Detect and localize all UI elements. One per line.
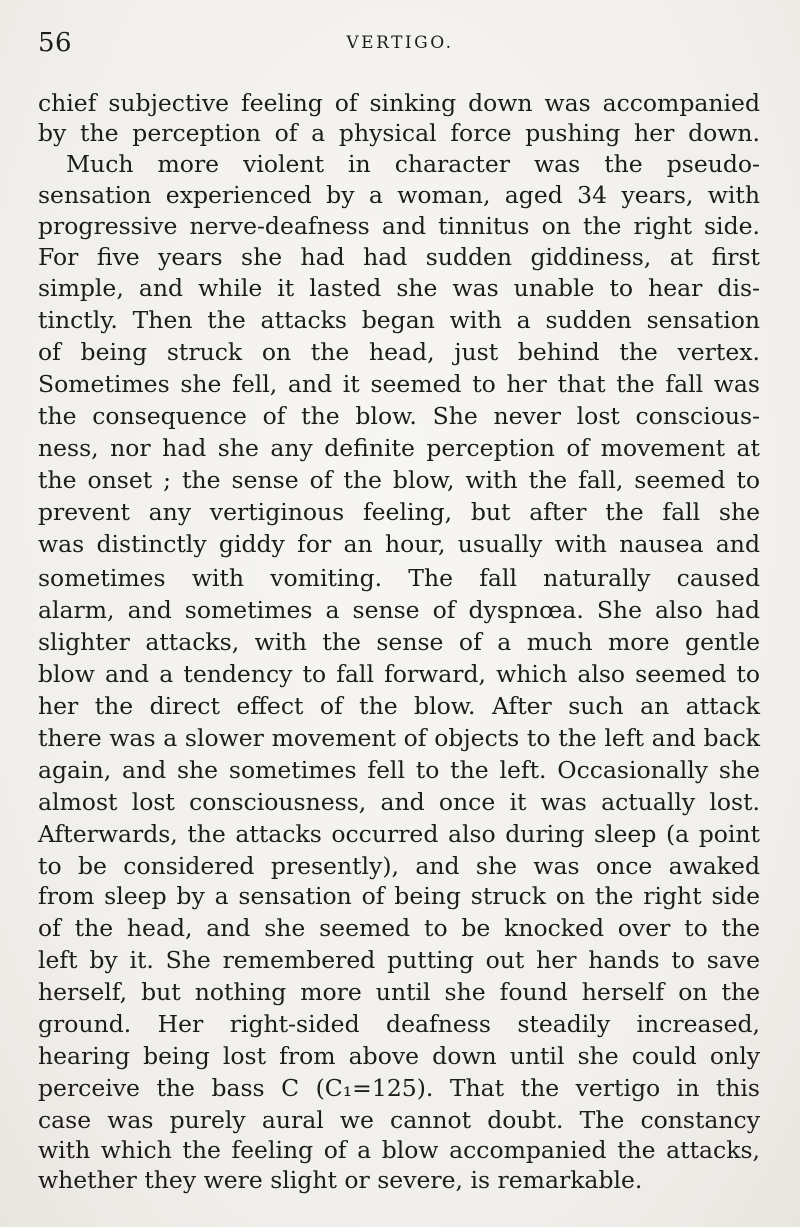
text-line: was distinctly giddy for an hour, usually with nausea and (38, 530, 760, 558)
text-line: sometimes with vomiting. The fall naturally caused (38, 564, 760, 592)
page-number: 56 (38, 28, 73, 58)
running-title: VERTIGO. (346, 33, 454, 53)
text-line: chief subjective feeling of sinking down was accompanied (38, 89, 760, 117)
text-line: simple, and while it lasted she was unable to hear dis- (38, 274, 760, 302)
text-line: the onset ; the sense of the blow, with the fall, seemed to (38, 466, 760, 494)
text-line: ness, nor had she any definite perception of movement at (38, 434, 760, 462)
text-line: to be considered presently), and she was once awaked (38, 852, 760, 880)
text-line: almost lost consciousness, and once it was actually lost. (38, 788, 760, 816)
text-line: by the perception of a physical force pushing her down. (38, 119, 760, 147)
text-line: of being struck on the head, just behind the vertex. (38, 338, 760, 366)
text-line: again, and she sometimes fell to the left. Occasionally she (38, 756, 760, 784)
text-line: perceive the bass C (C₁=125). That the vertigo in this (38, 1074, 760, 1102)
text-line: hearing being lost from above down until she could only (38, 1042, 760, 1070)
text-line: For five years she had had sudden giddiness, at first (38, 243, 760, 271)
text-line: there was a slower movement of objects to the left and back (38, 724, 760, 752)
text-line: left by it. She remembered putting out her hands to save (38, 946, 760, 974)
text-line: herself, but nothing more until she found herself on the (38, 978, 760, 1006)
text-line: from sleep by a sensation of being struck on the right side (38, 882, 760, 910)
text-line: prevent any vertiginous feeling, but after the fall she (38, 498, 760, 526)
text-line: tinctly. Then the attacks began with a sudden sensation (38, 306, 760, 334)
text-line: progressive nerve-deafness and tinnitus on the right side. (38, 212, 760, 240)
text-line: slighter attacks, with the sense of a much more gentle (38, 628, 760, 656)
text-line: her the direct effect of the blow. After such an attack (38, 692, 760, 720)
text-line: sensation experienced by a woman, aged 34 years, with (38, 181, 760, 209)
text-line: the consequence of the blow. She never lost conscious- (38, 402, 760, 430)
text-line: Afterwards, the attacks occurred also during sleep (a point (38, 820, 760, 848)
text-line: blow and a tendency to fall forward, which also seemed to (38, 660, 760, 688)
text-line: alarm, and sometimes a sense of dyspnœa. She also had (38, 596, 760, 624)
text-line: with which the feeling of a blow accompanied the attacks, (38, 1136, 760, 1164)
text-line: ground. Her right-sided deafness steadily increased, (38, 1010, 760, 1038)
text-line: Much more violent in character was the pseudo- (66, 150, 760, 178)
text-line: Sometimes she fell, and it seemed to her that the fall was (38, 370, 760, 398)
text-line: whether they were slight or severe, is remarkable. (38, 1166, 643, 1194)
text-line: of the head, and she seemed to be knocked over to the (38, 914, 760, 942)
text-line: case was purely aural we cannot doubt. The constancy (38, 1106, 760, 1134)
